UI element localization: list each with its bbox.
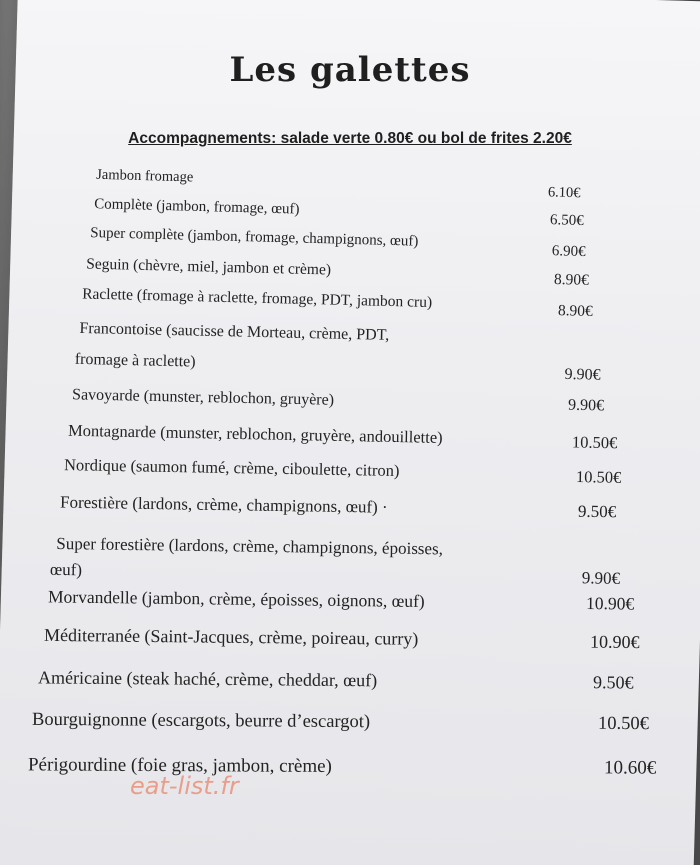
menu-item: [38, 667, 648, 700]
item-price: 6.90€: [551, 243, 586, 261]
item-price: 10.50€: [575, 467, 622, 487]
item-price: 8.90€: [553, 270, 590, 289]
item-price: 10.90€: [585, 592, 635, 614]
item-name: Bourguignonne (escargots, beurre d’escargot): [31, 709, 371, 733]
menu-item: [68, 421, 618, 458]
item-price: 9.50€: [592, 672, 634, 693]
menu-item: [48, 586, 638, 621]
item-name: Savoyarde (munster, reblochon, gruyère): [71, 386, 335, 409]
menu-item: [28, 754, 658, 785]
item-price: 10.50€: [571, 432, 618, 453]
menu-title: Les galettes: [229, 50, 471, 90]
item-price: 10.50€: [597, 713, 649, 735]
menu-item: [72, 386, 617, 423]
item-price: 9.90€: [567, 396, 605, 415]
item-name: Super complète (jambon, fromage, champignons, œuf): [90, 225, 419, 250]
menu-subtitle: Accompagnements: salade verte 0.80€ ou bol de frites 2.20€: [128, 130, 572, 147]
menu-item: [32, 710, 652, 742]
item-name: Francontoise (saucisse de Morteau, crème, PDT,: [79, 319, 390, 344]
item-price: 9.90€: [564, 365, 601, 384]
item-name: Complète (jambon, fromage, œuf): [94, 196, 300, 218]
watermark: eat-list.fr: [130, 772, 239, 800]
item-price: 9.90€: [581, 568, 621, 588]
item-price: 9.50€: [577, 501, 617, 522]
item-name: Forestière (lardons, crème, champignons, œuf) ·: [59, 492, 388, 517]
item-name: Super forestière (lardons, crème, champignons, époisses,: [56, 533, 444, 559]
item-price: 8.90€: [557, 302, 593, 320]
item-name: Morvandelle (jambon, crème, époisses, oignons, œuf): [47, 586, 425, 611]
item-name: Seguin (chèvre, miel, jambon et crème): [85, 255, 332, 279]
item-name: Américaine (steak haché, crème, cheddar, œuf): [37, 667, 378, 691]
item-price: 10.60€: [603, 757, 657, 779]
item-name: Nordique (saumon fumé, crème, ciboulette, citron): [63, 455, 400, 480]
menu-item: [60, 493, 625, 528]
item-name: Montagnarde (munster, reblochon, gruyère, andouillette): [67, 420, 443, 447]
item-name: Périgourdine (foie gras, jambon, crème): [27, 754, 332, 777]
item-name: Méditerranée (Saint-Jacques, crème, poireau, curry): [43, 624, 419, 649]
item-price: 6.50€: [549, 212, 584, 230]
menu-item: [74, 319, 619, 388]
item-name: Raclette (fromage à raclette, fromage, PDT, jambon cru): [81, 285, 433, 312]
item-name-continued: fromage à raclette): [74, 350, 196, 371]
item-name: Jambon fromage: [96, 166, 194, 186]
item-price: 6.10€: [547, 184, 581, 202]
item-price: 10.90€: [589, 631, 640, 653]
menu-item: [64, 455, 624, 491]
menu-item: [44, 625, 644, 659]
item-name-continued: œuf): [49, 559, 83, 580]
